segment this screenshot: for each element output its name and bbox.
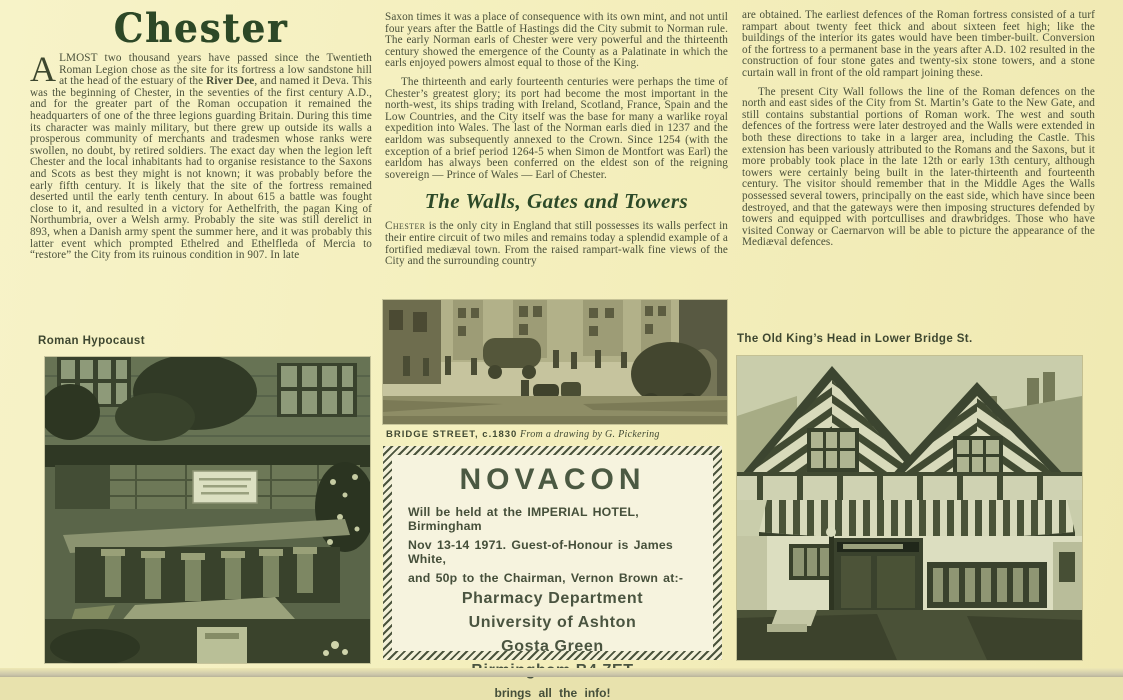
novacon-line-2: Nov 13-14 1971. Guest-of-Honour is James White, <box>408 538 673 566</box>
novacon-ad <box>383 446 722 700</box>
scan-bottom-edge <box>0 668 1123 677</box>
paragraph-4 <box>385 221 728 267</box>
novacon-title: NOVACON <box>459 463 646 496</box>
novacon-address-3: Gosta Green <box>501 638 604 655</box>
column-right <box>742 10 1095 256</box>
window-right <box>277 363 357 417</box>
novacon-line-1: Will be held at the IMPERIAL HOTEL, Birmingham <box>408 505 639 533</box>
paragraph-1-rest: , and named it Deva. This was the beginning of Chester, in the seventies of the first century A.D., and for the greater part of the Roman occupation it remained the headquarters of one of the three legions guarding Britain. During this time its character was mainly military, but there grew up outside its walls a prosperous community of merchants and tradesmen whose ranks were swollen, no doubt, by retired soldiers. The exact day when the legion left Chester and the local inhabitants had to organise resistance to the Saxons and Scots as best they might is not known; it was probably before the early fifth century. It is likely that the site of the fortress remained deserted until the early tenth century. In about 615 a battle was fought close to it, and resulted in a victory for Aethelfrith, the pagan King of Northumbria, over a Welsh army. Probably the site was still derelict in 893, when a Danish army spent the summer here, and it was probably this latter event which prompted Ethelred and Ethelfleda of Mercia to “restore” the City from its ruinous condition in 907. In late <box>30 75 373 262</box>
novacon-address-2: University of Ashton <box>468 614 637 631</box>
hypocaust-caption: Roman Hypocaust <box>38 335 145 347</box>
bridge-street-caption <box>386 429 726 440</box>
bridge-caption-title: BRIDGE STREET, c.1830 <box>386 429 518 440</box>
page-title: Chester <box>113 4 289 52</box>
dropcap-letter: A <box>30 49 57 89</box>
novacon-footer: brings all the info! <box>494 686 611 700</box>
river-dee-bold: River Dee <box>206 75 255 88</box>
bridge-street-engraving <box>383 300 727 424</box>
paragraph-1 <box>30 49 373 262</box>
novacon-ad-inner <box>392 455 713 700</box>
hypocaust-photo <box>45 357 370 663</box>
kings-head-photo <box>737 356 1082 660</box>
bridge-caption-credit: From a drawing by G. Pickering <box>520 429 660 440</box>
section-heading: The Walls, Gates and Towers <box>424 189 689 214</box>
paragraph-4-rest: is the only city in England that still possesses its walls perfect in their entire circuit of two miles and remains today a splendid example of a fortified mediæval town. From the raised rampart-walk fine views of the City and the surrounding country <box>385 220 728 268</box>
chester-smallcaps: Chester <box>385 220 426 233</box>
paragraph-5: are obtained. The earliest defences of the Roman fortress consisted of a turf rampart about twenty feet thick and about sixteen feet high; like the buildings of the interior its gates would have been timber-built. Conversion of the fortress to a permanent base in the years after A.D. 102 resulted in the construction of four stone gates and twenty-six stone towers, and a stone curtain wall in front of the old rampart joining these. <box>742 9 1095 79</box>
kings-head-caption: The Old King’s Head in Lower Bridge St. <box>737 333 973 345</box>
column-middle <box>385 12 728 275</box>
paragraph-3: The thirteenth and early fourteenth centuries were perhaps the time of Chester’s greatest glory; its port had become the most important in the north-west, its ships trading with Ireland, Scotland, France, Spain and the Low Countries, and the City itself was the base for many a warlike royal expedition into Wales. The last of the Norman earls died in 1237 and the earldom was subsequently annexed to the Crown. Since 1254 (with the exception of a brief period 1264-5 when Simon de Montfort was Earl) the earldom has always been conferred on the eldest son of the reigning sovereign — Prince of Wales — Earl of Chester. <box>385 75 728 181</box>
column-left <box>30 49 373 269</box>
paragraph-2: Saxon times it was a place of consequence with its own mint, and not until four years after the Battle of Hastings did the City submit to Norman rule. The early Norman earls of Chester were very powerful and the thirteenth century showed the emergence of the County as a Palatinate in which the earls enjoyed powers almost equal to those of the King. <box>385 11 728 70</box>
plaque <box>193 471 257 503</box>
novacon-line-3: and 50p to the Chairman, Vernon Brown at:- <box>408 571 684 585</box>
paragraph-6: The present City Wall follows the line of the Roman defences on the north and east sides of the City from St. Martin’s Gate to the New Gate, and still contains substantial portions of Roman work. The west and south defences of the fortress were later destroyed and the Walls were extended in both these directions to take in a larger area, including the Castle. This extension has been variously attributed to the Romans and the Saxons, but it more probably took place in the late 12th or early 13th century, although towers were certainly being built in the later-thirteenth and fourteenth century. The visitor should remember that in the Middle Ages the Walls possessed several towers, principally on the east side, which have since been destroyed, and that the gateways were then imposing structures defended by towers and equipped with portcullises and drawbridges. Those who have visited Conway or Caernarvon will be able to picture the appearance of the Mediæval defences. <box>742 85 1095 249</box>
paragraph-1-text: LMOST two thousand years have passed since the Twentieth Roman Legion chose as the site for its fortress a low sandstone hill at the head of the estuary of the <box>59 52 372 88</box>
novacon-address-1: Pharmacy Department <box>461 590 644 607</box>
